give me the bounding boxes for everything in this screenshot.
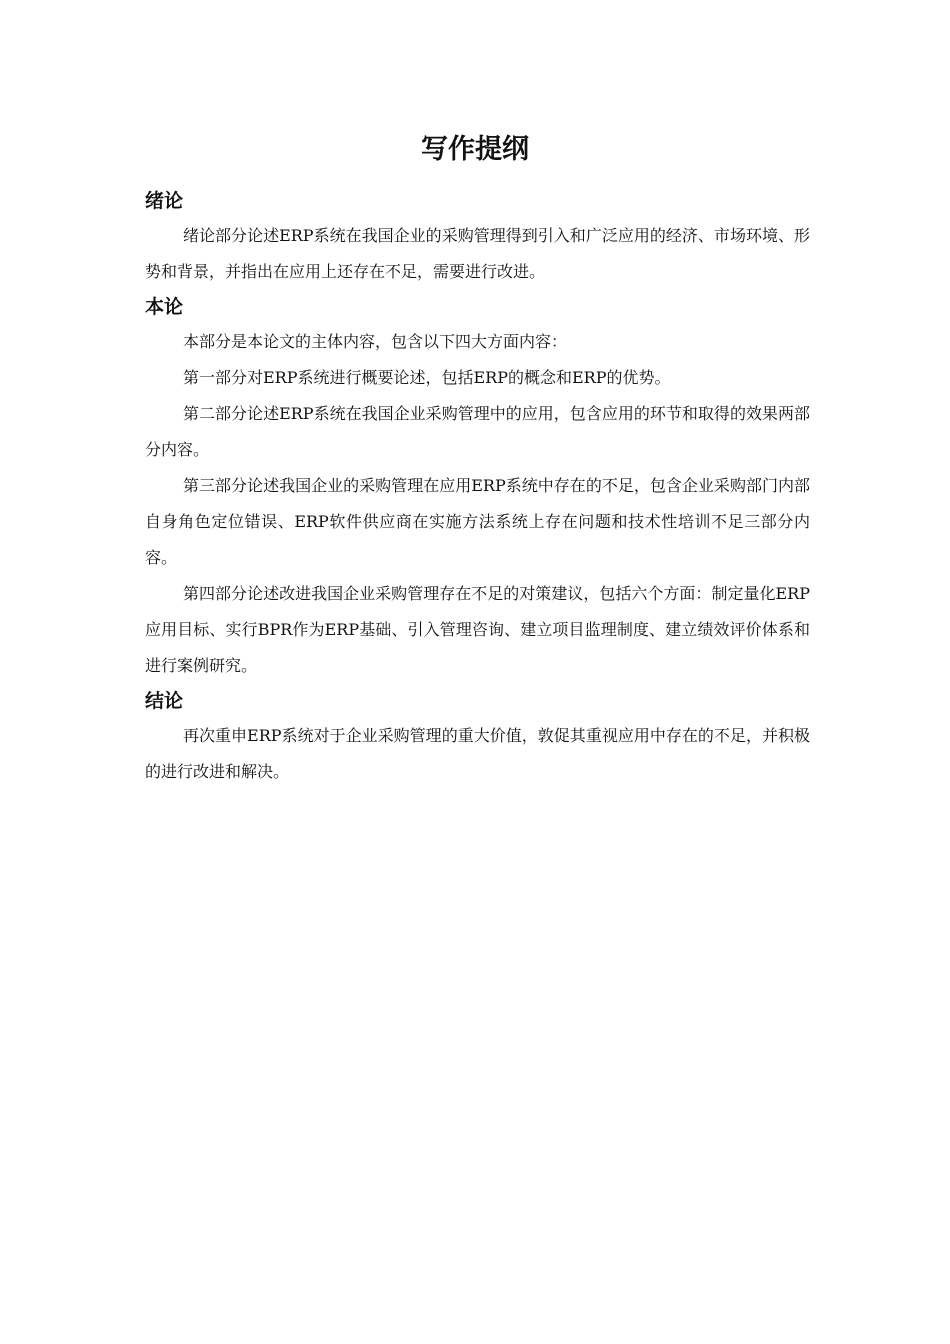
introduction-paragraph: 绪论部分论述ERP系统在我国企业的采购管理得到引入和广泛应用的经济、市场环境、形势和背景，并指出在应用上还存在不足，需要进行改进。	[145, 226, 810, 281]
main-body-paragraph-part-four: 第四部分论述改进我国企业采购管理存在不足的对策建议，包括六个方面：制定量化ERP应用目标、实行BPR作为ERP基础、引入管理咨询、建立项目监理制度、建立绩效评价体系和进行案例研究。	[145, 584, 810, 675]
section-heading-conclusion: 结论	[145, 690, 184, 712]
section-heading-main-body: 本论	[145, 296, 184, 318]
section-heading-introduction: 绪论	[145, 190, 184, 212]
main-body-paragraph-part-one: 第一部分对ERP系统进行概要论述，包括ERP的概念和ERP的优势。	[183, 368, 671, 387]
page-title: 写作提纲	[421, 134, 529, 165]
main-body-paragraph-part-two: 第二部分论述ERP系统在我国企业采购管理中的应用，包含应用的环节和取得的效果两部分内容。	[145, 404, 810, 459]
outline-body	[145, 184, 810, 790]
main-body-paragraph-overview: 本部分是本论文的主体内容，包含以下四大方面内容：	[183, 332, 568, 351]
main-body-paragraph-part-three: 第三部分论述我国企业的采购管理在应用ERP系统中存在的不足，包含企业采购部门内部自身角色定位错误、ERP软件供应商在实施方法系统上存在问题和技术性培训不足三部分内容。	[145, 476, 810, 567]
conclusion-paragraph: 再次重申ERP系统对于企业采购管理的重大价值，敦促其重视应用中存在的不足，并积极的进行改进和解决。	[145, 726, 810, 781]
